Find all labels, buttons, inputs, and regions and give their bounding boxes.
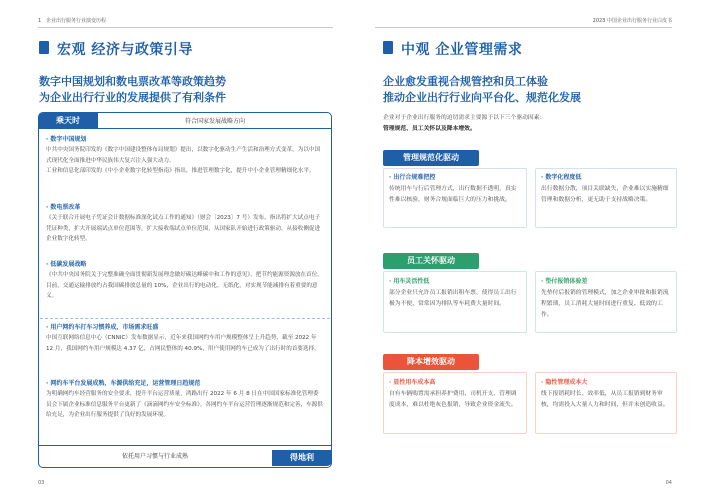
block-rideshare-habit-title: · 用户网约车打车习惯养成，市场需求旺盛 — [46, 324, 159, 331]
card-reimbursement-experience-title: · 垫付报销体验差 — [541, 278, 588, 285]
block-einvoice-title: · 数电票改革 — [46, 204, 81, 211]
right-intro-line-1: 企业对于企业出行服务的迫切需求主要源于以下三个驱动因素： — [383, 115, 546, 121]
left-header-title: 企业出行服务行业演变历程 — [45, 18, 106, 24]
card-travel-compliance-title: · 出行合规难把控 — [389, 174, 436, 181]
card-low-digitization-body: 出行数据分散，项目关联缺失，企业难以实施精细管理和数据分析，更无助于支持战略决策。 — [541, 186, 669, 203]
card-hidden-cost-body: 线下报销耗时长、效率低，从员工报销到财务审核，均需投入大量人力和时间，但并未创造收益。 — [541, 391, 669, 408]
block-einvoice-body — [46, 213, 324, 245]
left-header-page-index: 1 — [38, 18, 42, 24]
left-headline-1: 数字中国规划和数电票改革等政策趋势 — [39, 75, 226, 88]
left-header-rule — [38, 27, 333, 28]
panel-header-text: 符合国家发展战略方向 — [184, 118, 245, 125]
right-headline-2: 推动企业出行行业向平台化、规范化发展 — [383, 91, 581, 104]
right-section-title: 中观 企业管理需求 — [401, 42, 523, 58]
ribbon-cost-efficiency: 降本增效驱动 — [383, 354, 479, 370]
block-rideshare-habit-body — [46, 333, 324, 354]
panel-mid-divider — [40, 318, 330, 319]
card-vehicle-flexibility-body: 部分企业只允许员工报销出租车票，使得员工出行极为不便，常常因为排队等车耗费大量时间。 — [389, 290, 517, 307]
block-platform-maturity-p1: 为明确网约车经营服务的安全要求，提升平台运营质量，鸿路出行 2022 年 6 月 8 日在中国国家标准化管理委员会下属企业标准信息服务平台更新了《滴滴网约车安全标准》。各网约车平台运营管理逐渐规范和完善，车源供给充足，为企业出行服务提供了良好的发展环境。 — [46, 391, 323, 419]
left-section-title: 宏观 经济与政策引导 — [57, 42, 193, 58]
block-lowcarbon-title: · 低碳发展战略 — [46, 261, 87, 268]
right-headline-1: 企业愈发重视合规管控和员工体验 — [383, 75, 548, 88]
right-header-title: 2023 中国企业出行服务行业白皮书 — [592, 18, 672, 24]
block-digital-china-p1: 中共中央国务院印发的《数字中国建设整体布局规划》提出，以数字化驱动生产生活和治理方式变革，为以中国式现代化全面推进中华民族伟大复兴注入强大动力。 — [46, 147, 321, 164]
panel-footer-text: 依托用户习惯与行业成熟 — [121, 453, 188, 460]
panel-header-rule — [38, 128, 332, 129]
card-travel-compliance-body: 传统用车与行后管理方式，出行数据不透明，真实性难以核验，财务合规面临巨大的压力和挑战。 — [389, 186, 517, 203]
left-page-number: 03 — [38, 480, 45, 486]
card-reimbursement-experience-body: 先垫付后报销的管理模式，加之企业审批和报销流程繁琐，员工消耗大量时间进行重复、低效的工作。 — [541, 290, 669, 318]
right-intro-line-2: 管理规范、员工关怀以及降本增效。 — [383, 126, 476, 132]
card-explicit-cost-body: 自有车辆购置需承担养护费用、司机开支、管理调度成本，难以杜绝灰色报销，导致企业资金流失。 — [389, 391, 517, 408]
block-rideshare-habit-p1: 中国互联网络信息中心（CNNIC）发布数据显示，近年来我国网约车用户规模整体呈上升趋势，截至 2022 年 12 月，我国网约车用户规模达 4.37 亿，占网民整体的 40.9%，用户使用网约车已成为了出行时的首要选择。 — [46, 335, 320, 352]
block-lowcarbon-p1: 《中共中央国务院关于完整准确全面贯彻新发展理念做好碳达峰碳中和工作的意见》，把节约能源资源放在首位。目前，交通运输排放约占我国碳排放总量的 10%，企业出行的电动化、无纸化，对实现节能减排有着重要的意义。 — [46, 272, 323, 300]
ribbon-management-compliance: 管理规范化驱动 — [383, 150, 479, 166]
block-digital-china-p2: 工业和信息化部印发的《中小企业数字化转型指南》指出，推进管理数字化，提升中小企业管理精细化水平。 — [46, 168, 315, 175]
left-running-header — [38, 17, 106, 24]
block-lowcarbon-body — [46, 270, 324, 302]
ribbon-employee-care: 员工关怀驱动 — [383, 253, 479, 269]
block-einvoice-p1: 《关于联合开展电子凭证会计数据标准深化试点工作的通知》（财会〔2023〕7 号）发布，指出将扩大试点电子凭证种类，扩大开展端试点单位范围等。扩大接收端试点单位范围，从国家队开始进行政策驱动，从接收侧促进企业数字化转型。 — [46, 215, 321, 243]
panel-footer-rule — [38, 445, 332, 446]
block-platform-maturity-title: · 网约车平台发展成熟，车源供给充足，运营管理日趋规范 — [46, 380, 201, 387]
card-explicit-cost-title: · 显性用车成本高 — [389, 379, 436, 386]
right-section-marker — [383, 41, 393, 54]
card-hidden-cost-title: · 隐性管理成本大 — [541, 379, 588, 386]
right-page-number: 04 — [665, 480, 672, 486]
right-header-rule — [375, 27, 672, 28]
left-headline-2: 为企业出行行业的发展提供了有利条件 — [39, 91, 226, 104]
panel-tag-bottom: 得地利 — [272, 450, 332, 466]
card-low-digitization-title: · 数字化程度低 — [541, 174, 582, 181]
block-digital-china-body — [46, 145, 324, 177]
card-vehicle-flexibility-title: · 用车灵活性低 — [389, 278, 430, 285]
block-digital-china-title: · 数字中国规划 — [46, 136, 87, 143]
left-section-marker — [39, 41, 49, 54]
block-platform-maturity-body — [46, 389, 324, 421]
panel-tag-top: 乘天时 — [38, 113, 98, 128]
